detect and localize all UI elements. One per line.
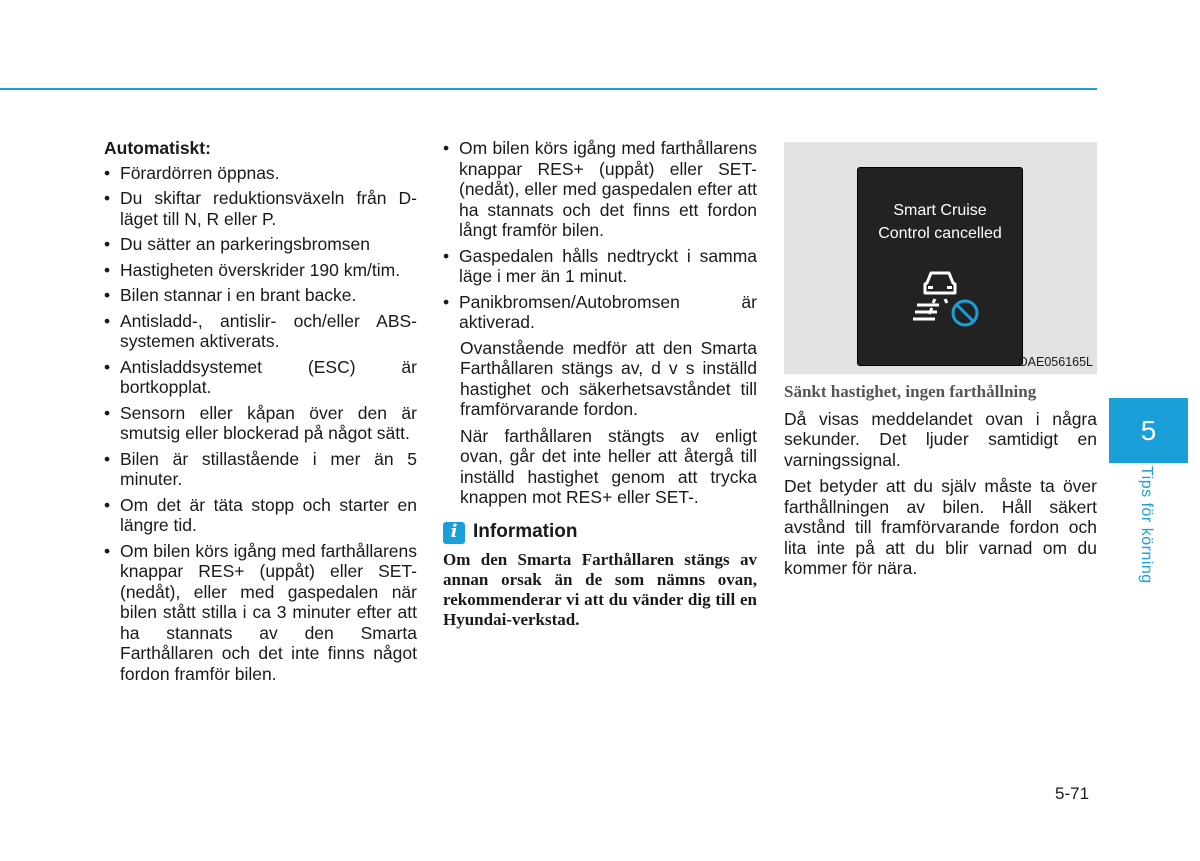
cluster-display-figure [784,142,1097,374]
chapter-tab: 5 [1109,398,1188,463]
body-paragraph: Det betyder att du själv måste ta över farthållningen av bilen. Håll säkert avstånd till framförvarande fordon och lita inte på att du blir varnad om du kommer för nära. [784,476,1097,578]
cancel-conditions-list [104,163,417,685]
list-item: • Om det är täta stopp och starter en längre tid. [104,495,417,536]
information-header [443,522,757,544]
section-heading: Automatiskt: [104,138,211,158]
header-rule [0,88,1097,90]
screen-message-line1: Smart Cruise [893,202,987,219]
list-item: • Förardörren öppnas. [104,163,417,184]
information-title: Information [473,521,578,543]
chapter-label: Tips för körning [1138,466,1155,584]
list-item: • Bilen är stillastående i mer än 5 minuter. [104,449,417,490]
information-box [443,522,757,630]
body-paragraph: När farthållaren stängts av enligt ovan, går det inte heller att återgå till inställd hastighet genom att trycka knappen mot RES+ eller SET-. [460,425,757,507]
left-column [104,138,417,689]
screen-message-line2: Control cancelled [878,225,1002,242]
body-paragraph: Ovanstående medför att den Smarta Farthållaren stängs av, d v s inställd hastighet och säkerhetsavståndet till framförvarande fordon. [460,337,757,419]
figure-caption: Sänkt hastighet, ingen farthållning [784,382,1037,401]
list-item: • Hastigheten överskrider 190 km/tim. [104,260,417,281]
information-text: Om den Smarta Farthållaren stängs av annan orsak än de som nämns ovan, rekommenderar vi att du vänder dig till en Hyundai-verkstad. [443,549,757,629]
list-item: • Om bilen körs igång med farthållarens knappar RES+ (uppåt) eller SET- (nedåt), eller med gaspedalen efter att ha stannats och det finns ett fordon långt framför bilen. [443,138,757,241]
list-item: • Du skiftar reduktionsväxeln från D-läget till N, R eller P. [104,188,417,229]
car-cancel-icon [913,269,983,329]
list-item: • Panikbromsen/Autobromsen är aktiverad. [443,292,757,333]
figure-code: OAE056165L [1017,354,1093,369]
list-item: • Antisladdsystemet (ESC) är bortkopplat. [104,357,417,398]
list-item: • Sensorn eller kåpan över den är smutsig eller blockerad på något sätt. [104,403,417,444]
page-number: 5-71 [1055,784,1090,803]
cancel-conditions-list-continued [443,138,757,333]
cluster-screen [857,167,1023,366]
body-paragraph: Då visas meddelandet ovan i några sekunder. Det ljuder samtidigt en varningssignal. [784,408,1097,470]
middle-column [443,138,757,630]
list-item: • Om bilen körs igång med farthållarens knappar RES+ (uppåt) eller SET- (nedåt), eller med gaspedalen när bilen stått stilla i ca 3 minuter efter att ha stannats av den Smarta Farthållaren och det inte finns något fordon framför bilen. [104,541,417,685]
info-icon: i [443,522,465,544]
right-column [784,138,1097,585]
list-item: • Bilen stannar i en brant backe. [104,285,417,306]
list-item: • Du sätter an parkeringsbromsen [104,234,417,255]
list-item: • Gaspedalen hålls nedtryckt i samma läge i mer än 1 minut. [443,246,757,287]
list-item: • Antisladd-, antislir- och/eller ABS-systemen aktiverats. [104,311,417,352]
